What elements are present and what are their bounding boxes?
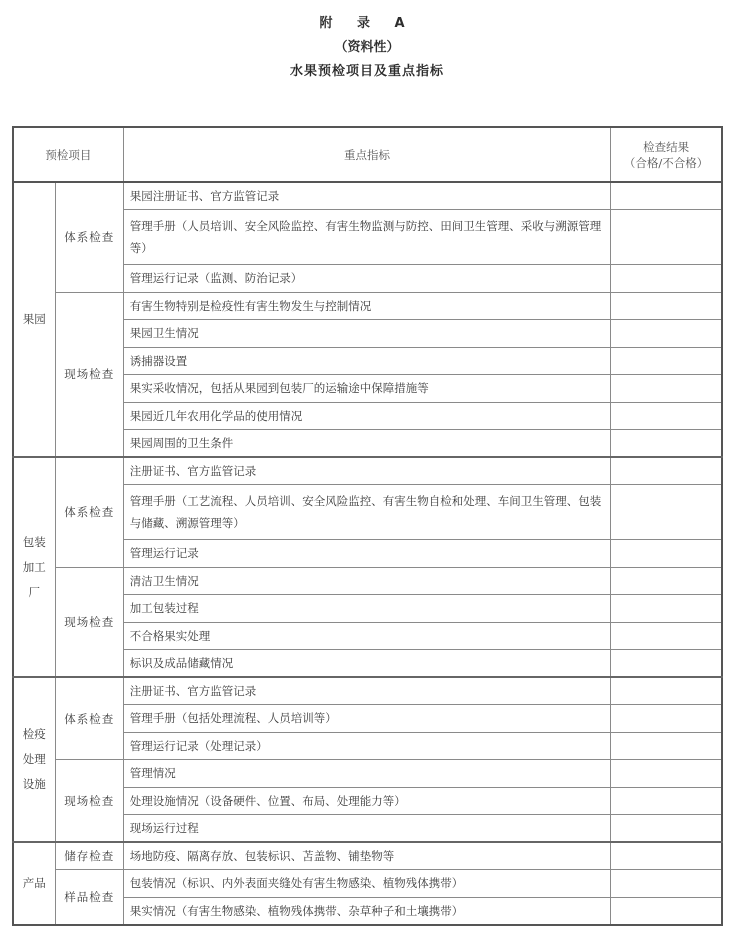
indicator-cell: 诱捕器设置	[123, 347, 610, 375]
indicator-cell: 果实情况（有害生物感染、植物残体携带、杂草种子和土壤携带）	[123, 897, 610, 925]
indicator-cell: 果园卫生情况	[123, 320, 610, 348]
table-header-row	[13, 127, 722, 182]
table-row	[13, 457, 722, 485]
result-cell[interactable]	[611, 650, 722, 678]
result-cell[interactable]	[611, 430, 722, 458]
indicator-cell: 加工包装过程	[123, 595, 610, 623]
result-cell[interactable]	[611, 787, 722, 815]
indicator-cell: 场地防疫、隔离存放、包装标识、苫盖物、铺垫物等	[123, 842, 610, 870]
indicator-cell: 果园周围的卫生条件	[123, 430, 610, 458]
indicator-cell: 标识及成品储藏情况	[123, 650, 610, 678]
subgroup-site-check: 现场检查	[55, 760, 123, 843]
result-cell[interactable]	[611, 540, 722, 568]
result-cell[interactable]	[611, 182, 722, 210]
category-line: 厂	[28, 584, 41, 599]
indicator-cell: 果实采收情况，包括从果园到包装厂的运输途中保障措施等	[123, 375, 610, 403]
table-row	[13, 182, 722, 210]
table-row	[13, 842, 722, 870]
indicator-cell: 管理手册（工艺流程、人员培训、安全风险监控、有害生物自检和处理、车间卫生管理、包装与储藏、溯源管理等）	[123, 485, 610, 540]
indicator-cell: 清洁卫生情况	[123, 567, 610, 595]
category-quarantine-facility	[13, 677, 55, 842]
result-cell[interactable]	[611, 375, 722, 403]
indicator-cell: 现场运行过程	[123, 815, 610, 843]
result-cell[interactable]	[611, 897, 722, 925]
result-cell[interactable]	[611, 705, 722, 733]
indicator-cell: 不合格果实处理	[123, 622, 610, 650]
category-product: 产品	[13, 842, 55, 925]
document-title: 水果预检项目及重点指标	[289, 64, 444, 79]
subgroup-system-check: 体系检查	[55, 677, 123, 760]
header-indicator: 重点指标	[123, 127, 610, 182]
header-result	[611, 127, 722, 182]
result-cell[interactable]	[611, 347, 722, 375]
result-cell[interactable]	[611, 732, 722, 760]
indicator-cell: 管理运行记录	[123, 540, 610, 568]
result-cell[interactable]	[611, 870, 722, 898]
category-line: 包装	[22, 534, 46, 549]
indicator-cell: 管理手册（包括处理流程、人员培训等）	[123, 705, 610, 733]
result-cell[interactable]	[611, 815, 722, 843]
subgroup-system-check: 体系检查	[55, 457, 123, 567]
result-cell[interactable]	[611, 320, 722, 348]
table-row	[13, 567, 722, 595]
result-cell[interactable]	[611, 485, 722, 540]
subgroup-storage-check: 储存检查	[55, 842, 123, 870]
subgroup-site-check: 现场检查	[55, 292, 123, 457]
category-line: 加工	[22, 559, 46, 574]
result-cell[interactable]	[611, 402, 722, 430]
appendix-nature: （资料性）	[334, 40, 400, 55]
subgroup-site-check: 现场检查	[55, 567, 123, 677]
indicator-cell: 果园注册证书、官方监管记录	[123, 182, 610, 210]
indicator-cell: 有害生物特别是检疫性有害生物发生与控制情况	[123, 292, 610, 320]
subgroup-system-check: 体系检查	[55, 182, 123, 292]
header-result-line1: 检查结果	[643, 139, 690, 154]
table-row	[13, 292, 722, 320]
indicator-cell: 处理设施情况（设备硬件、位置、布局、处理能力等）	[123, 787, 610, 815]
category-packing-plant	[13, 457, 55, 677]
category-line: 处理	[22, 752, 46, 766]
appendix-label: 附 录 A	[319, 16, 415, 31]
indicator-cell: 果园近几年农用化学品的使用情况	[123, 402, 610, 430]
result-cell[interactable]	[611, 567, 722, 595]
table-row	[13, 870, 722, 898]
subgroup-sample-check: 样品检查	[55, 870, 123, 925]
result-cell[interactable]	[611, 622, 722, 650]
result-cell[interactable]	[611, 677, 722, 705]
result-cell[interactable]	[611, 760, 722, 788]
result-cell[interactable]	[611, 457, 722, 485]
indicator-cell: 管理运行记录（处理记录）	[123, 732, 610, 760]
header-item: 预检项目	[13, 127, 123, 182]
table-row	[13, 760, 722, 788]
result-cell[interactable]	[611, 842, 722, 870]
indicator-cell: 包装情况（标识、内外表面夹缝处有害生物感染、植物残体携带）	[123, 870, 610, 898]
indicator-cell: 管理情况	[123, 760, 610, 788]
indicator-cell: 管理手册（人员培训、安全风险监控、有害生物监测与防控、田间卫生管理、采收与溯源管理等）	[123, 210, 610, 265]
indicator-cell: 管理运行记录（监测、防治记录）	[123, 265, 610, 293]
indicator-cell: 注册证书、官方监管记录	[123, 457, 610, 485]
category-line: 设施	[22, 777, 46, 791]
indicator-cell: 注册证书、官方监管记录	[123, 677, 610, 705]
category-orchard: 果园	[13, 182, 55, 457]
header-result-line2: （合格/不合格）	[623, 155, 709, 170]
inspection-table	[12, 126, 723, 926]
result-cell[interactable]	[611, 292, 722, 320]
category-line: 检疫	[22, 727, 46, 741]
result-cell[interactable]	[611, 595, 722, 623]
result-cell[interactable]	[611, 210, 722, 265]
result-cell[interactable]	[611, 265, 722, 293]
table-row	[13, 677, 722, 705]
